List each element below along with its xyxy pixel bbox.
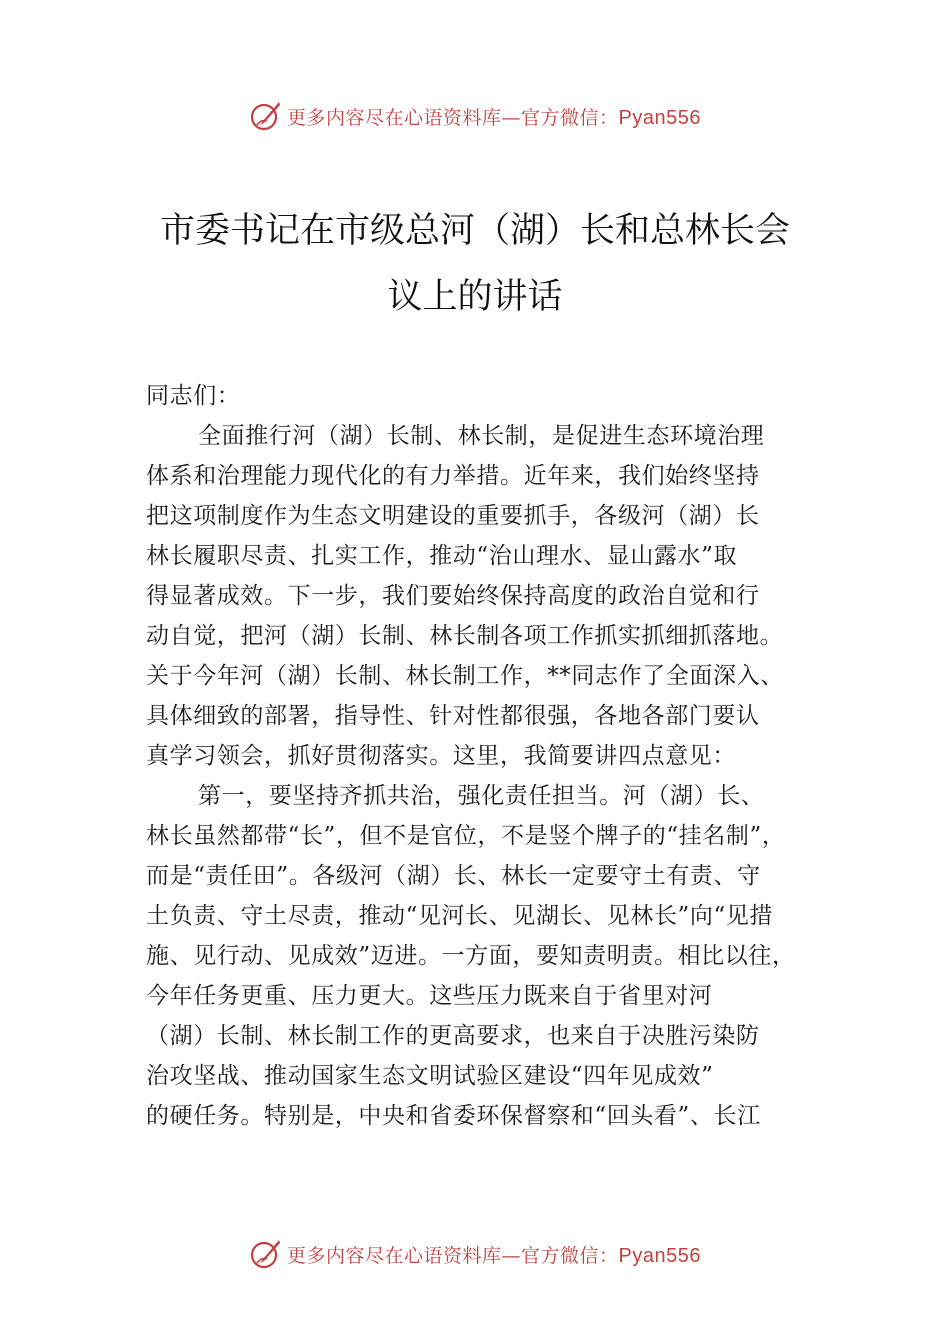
paragraph-line: 的硬任务。特别是，中央和省委环保督察和“回头看”、长江 (146, 1103, 761, 1129)
watermark-label: 更多内容尽在心语资料库—官方微信： (287, 106, 619, 129)
quill-pen-logo-icon (249, 1237, 283, 1271)
title-line: 市委书记在市级总河（湖）长和总林长会 (159, 211, 790, 251)
paragraph-line: 得显著成效。下一步，我们要始终保持高度的政治自觉和行 (146, 583, 760, 609)
paragraph-line: 施、见行动、见成效”迈进。一方面，要知责明责。相比以往， (146, 943, 796, 969)
paragraph-line: 体系和治理能力现代化的有力举措。近年来，我们始终坚持 (146, 463, 760, 489)
paragraph-line: 林长履职尽责、扎实工作，推动“治山理水、显山露水”取 (146, 543, 738, 569)
paragraph-line: 土负责、守土尽责，推动“见河长、见湖长、见林长”向“见措 (146, 903, 774, 929)
title-line: 议上的讲话 (387, 277, 563, 317)
paragraph-line: 具体细致的部署，指导性、针对性都很强，各地各部门要认 (146, 703, 760, 729)
document-title (140, 198, 810, 330)
wechat-id: Pyan556 (618, 1244, 701, 1267)
paragraph-line: 今年任务更重、压力更大。这些压力既来自于省里对河 (146, 983, 713, 1009)
watermark-banner-bottom (0, 1230, 950, 1278)
watermark-banner-top (0, 92, 950, 140)
watermark-text (287, 1241, 701, 1268)
paragraph-line: （湖）长制、林长制工作的更高要求，也来自于决胜污染防 (146, 1023, 760, 1049)
paragraph-line: 关于今年河（湖）长制、林长制工作，**同志作了全面深入、 (146, 663, 784, 689)
paragraph-line: 治攻坚战、推动国家生态文明试验区建设“四年见成效” (146, 1063, 714, 1089)
document-body (146, 376, 836, 1136)
watermark-label: 更多内容尽在心语资料库—官方微信： (287, 1244, 619, 1267)
paragraph-line: 动自觉，把河（湖）长制、林长制各项工作抓实抓细抓落地。 (146, 623, 784, 649)
paragraph-line: 把这项制度作为生态文明建设的重要抓手，各级河（湖）长 (146, 503, 760, 529)
paragraph-line: 林长虽然都带“长”，但不是官位，不是竖个牌子的“挂名制”， (146, 823, 786, 849)
paragraph-line: 全面推行河（湖）长制、林长制，是促进生态环境治理 (198, 423, 765, 449)
paragraph-line: 而是“责任田”。各级河（湖）长、林长一定要守土有责、守 (146, 863, 761, 889)
paragraph-line: 第一，要坚持齐抓共治，强化责任担当。河（湖）长、 (198, 783, 765, 809)
greeting: 同志们： (146, 383, 241, 409)
watermark-text (287, 103, 701, 130)
quill-pen-logo-icon (249, 99, 283, 133)
wechat-id: Pyan556 (618, 106, 701, 129)
paragraph-line: 真学习领会，抓好贯彻落实。这里，我简要讲四点意见： (146, 743, 736, 769)
